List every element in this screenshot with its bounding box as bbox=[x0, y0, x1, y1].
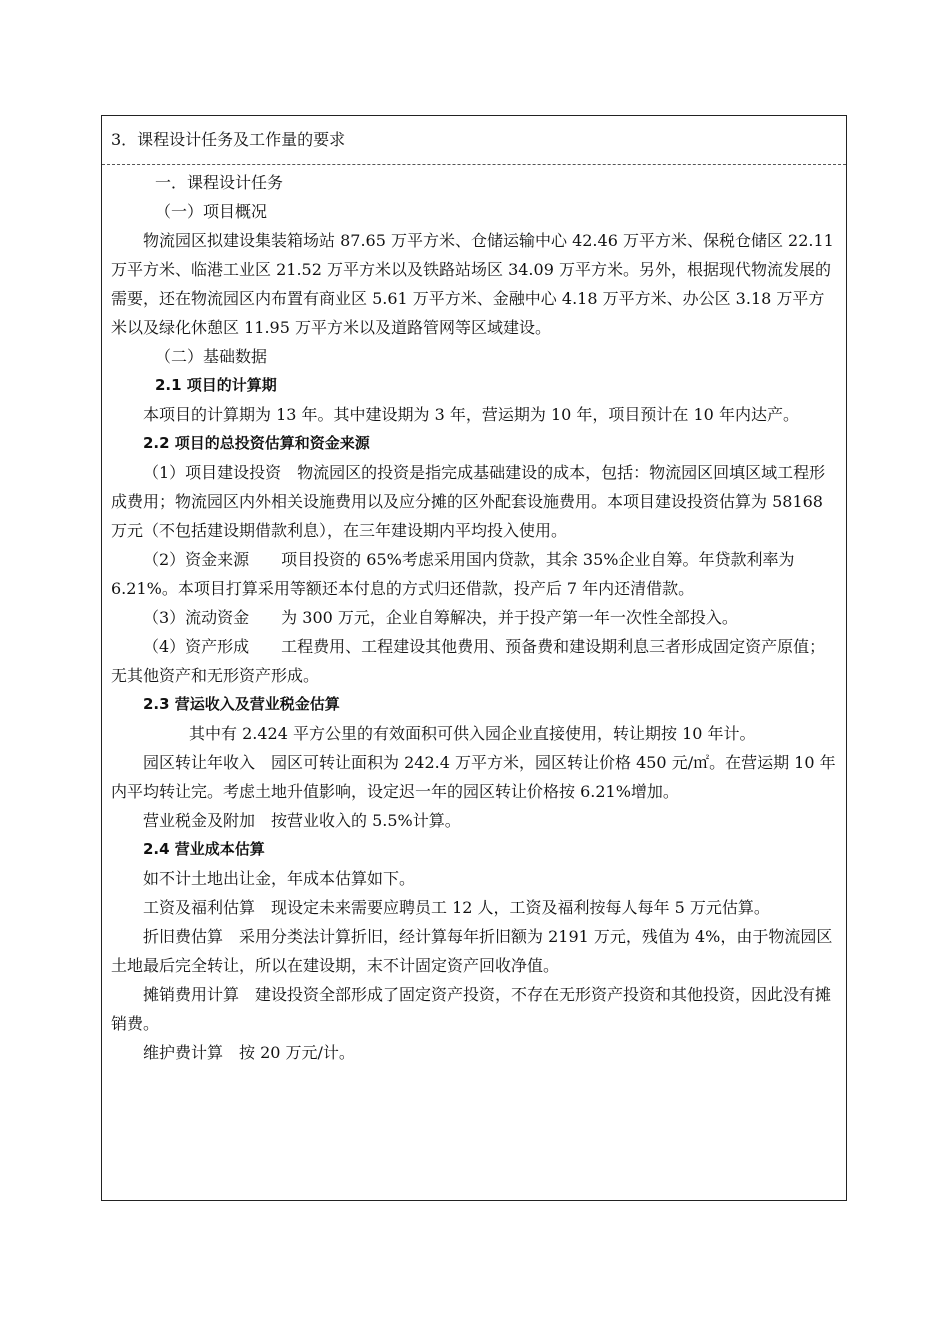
heading-2-3: 2.3 营运收入及营业税金估算 bbox=[143, 695, 340, 713]
section-title: 一．课程设计任务 bbox=[155, 173, 284, 192]
paragraph-2-2-1: （1）项目建设投资 物流园区的投资是指完成基础建设的成本，包括：物流园区回填区域工程形成费用；物流园区内外相关设施费用以及应分摊的区外配套设施费用。本项目建设投资估算为 58168 万元（不包括建设期借款利息），在三年建设期内平均投入使用。 bbox=[111, 463, 826, 540]
paragraph-2-3-3: 营业税金及附加 按营业收入的 5.5%计算。 bbox=[143, 811, 461, 830]
paragraph-2-2-2: （2）资金来源 项目投资的 65%考虑采用国内贷款，其余 35%企业自筹。年贷款利率为 6.21%。本项目打算采用等额还本付息的方式归还借款，投产后 7 年内还清借款。 bbox=[111, 550, 795, 598]
heading-2-4: 2.4 营业成本估算 bbox=[143, 840, 265, 858]
paragraph-2-2-3: （3）流动资金 为 300 万元，企业自筹解决，并于投产第一年一次性全部投入。 bbox=[143, 608, 738, 627]
paragraph-2-1: 本项目的计算期为 13 年。其中建设期为 3 年，营运期为 10 年，项目预计在 10 年内达产。 bbox=[143, 405, 799, 424]
subsection-title: （二）基础数据 bbox=[155, 347, 268, 366]
paragraph-2-4-3: 折旧费估算 采用分类法计算折旧，经计算每年折旧额为 2191 万元，残值为 4%，由于物流园区土地最后完全转让，所以在建设期，末不计固定资产回收净值。 bbox=[111, 927, 833, 975]
subsection-title: （一）项目概况 bbox=[155, 202, 268, 221]
table-content bbox=[111, 168, 837, 1067]
task-table bbox=[101, 115, 847, 1201]
paragraph-2-4-1: 如不计土地出让金，年成本估算如下。 bbox=[143, 869, 416, 888]
paragraph-2-3-1: 其中有 2.424 平方公里的有效面积可供入园企业直接使用，转让期按 10 年计。 bbox=[189, 724, 756, 743]
heading-2-2: 2.2 项目的总投资估算和资金来源 bbox=[143, 434, 370, 452]
paragraph-2-4-2: 工资及福利估算 现设定未来需要应聘员工 12 人，工资及福利按每人每年 5 万元估算。 bbox=[143, 898, 770, 917]
paragraph-overview: 物流园区拟建设集装箱场站 87.65 万平方米、仓储运输中心 42.46 万平方米、保税仓储区 22.11 万平方米、临港工业区 21.52 万平方米以及铁路站场区 34.09 万平方米。另外，根据现代物流发展的需要，还在物流园区内布置有商业区 5.61 万平方米、金融中心 4.18 万平方米、办公区 3.18 万平方米以及绿化休憩区 11.95 万平方米以及道路管网等区域建设。 bbox=[111, 231, 834, 337]
heading-2-1: 2.1 项目的计算期 bbox=[155, 376, 277, 394]
paragraph-2-4-4: 摊销费用计算 建设投资全部形成了固定资产投资，不存在无形资产投资和其他投资，因此没有摊销费。 bbox=[111, 985, 832, 1033]
paragraph-2-2-4: （4）资产形成 工程费用、工程建设其他费用、预备费和建设期利息三者形成固定资产原值；无其他资产和无形资产形成。 bbox=[111, 637, 826, 685]
table-header: 3．课程设计任务及工作量的要求 bbox=[102, 116, 846, 165]
paragraph-2-4-5: 维护费计算 按 20 万元/计。 bbox=[143, 1043, 355, 1062]
paragraph-2-3-2: 园区转让年收入 园区可转让面积为 242.4 万平方米，园区转让价格 450 元/㎡。在营运期 10 年内平均转让完。考虑土地升值影响，设定迟一年的园区转让价格按 6.21%增加。 bbox=[111, 753, 836, 801]
